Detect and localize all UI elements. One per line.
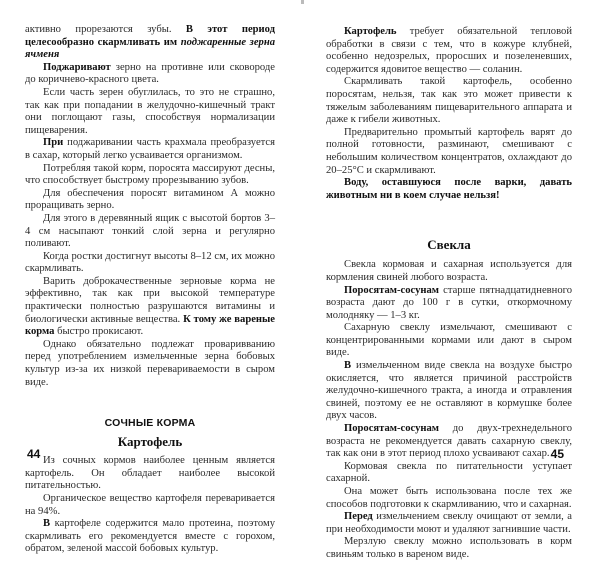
subheading: Свекла bbox=[427, 237, 471, 253]
paragraph: Поджаривают зерно на противне или сковороде до коричнево-красного цвета. bbox=[25, 61, 275, 86]
right-page bbox=[300, 0, 600, 560]
paragraph: Мерзлую свеклу можно использовать в корм свиньям только в вареном виде. bbox=[326, 536, 572, 560]
paragraph: Варить доброкачественные зерновые корма не эффективно, так как при высокой температуре практически полностью разрушаются витамины и биологически активные вещества. К тому же вареные корма быстро прокисают. bbox=[25, 275, 275, 338]
paragraph: Однако обязательно подлежат проваривванию перед употреблением измельченные зерна бобовых культур из-за их низкой перевариваемости в сыром виде. bbox=[25, 338, 275, 388]
paragraph: Перед измельчением свеклу очищают от земли, а при необходимости моют и удаляют загнившие части. bbox=[326, 511, 572, 535]
paragraph: Скармливать такой картофель, особенно поросятам, нельзя, так как это может привести к тяжелым заболеваниям пищеварительного аппарата и даже к гибели животных. bbox=[326, 76, 572, 126]
paragraph: В измельченном виде свекла на воздухе быстро окисляется, что является причиной расстройств желудочно-кишечного тракта, а иногда и отравления свиней, поэтому ее не оставляют в кормушке более двух часов. bbox=[326, 360, 572, 422]
paragraph: Поросятам-сосунам старше пятнадцатидневного возраста дают до 100 г в сутки, откормочному молодняку — 1–3 кг. bbox=[326, 284, 572, 321]
paragraph: Поросятам-сосунам до двух-трехнедельного возраста не рекомендуется давать сахарную свеклу, так как они в этот период плохо усваивают сахар. bbox=[326, 423, 572, 460]
warning-text: Воду, оставшуюся после варки, давать животным ни в коем случае нельзя! bbox=[326, 177, 572, 201]
paragraph: Она может быть использована после тех же способов подготовки к скармливанию, что и сахарная. bbox=[326, 486, 572, 510]
paragraph: Кормовая свекла по питательности уступает сахарной. bbox=[326, 460, 572, 485]
paragraph: активно прорезаются зубы. В этот период целесообразно скармливать им поджаренные зерна ячменя bbox=[25, 24, 275, 61]
paragraph: Для этого в деревянный ящик с высотой бортов 3–4 см насыпают тонкий слой зерна и регулярно поливают. bbox=[25, 212, 275, 250]
paragraph: Из сочных кормов наиболее ценным является картофель. Он обладает наиболее высокой питательностью. bbox=[25, 455, 275, 492]
paragraph: В картофеле содержится мало протеина, поэтому скармливать его рекомендуется вместе с горохом, обратом, зеленой массой бобовых культур. bbox=[25, 518, 275, 555]
paragraph: Свекла кормовая и сахарная используется для кормления свиней любого возраста. bbox=[326, 259, 572, 283]
paragraph: Органическое вещество картофеля переваривается на 94%. bbox=[25, 493, 275, 517]
paragraph: Когда ростки достигнут высоты 8–12 см, их можно скармливать. bbox=[25, 250, 275, 275]
paragraph: Предварительно промытый картофель варят до полной готовности, разминают, смешивают с небольшим количеством концентратов, охлаждают до 20–25°С и скармливают. bbox=[326, 126, 572, 176]
section-heading: СОЧНЫЕ КОРМА bbox=[104, 417, 196, 430]
paragraph: Если часть зерен обуглилась, то это не страшно, так как при попадании в желудочно-кишечный тракт они поглощают газы, способствуя нормализации пищеварения. bbox=[25, 86, 275, 136]
page-number: 44 bbox=[27, 447, 41, 461]
paragraph: Для обеспечения поросят витамином А можно проращивать зерно. bbox=[25, 187, 275, 212]
subheading: Картофель bbox=[117, 434, 183, 450]
page-number: 45 bbox=[550, 447, 564, 461]
paragraph: Сахарную свеклу измельчают, смешивают с концентрированными кормами или дают в сыром виде. bbox=[326, 322, 572, 359]
left-page bbox=[0, 0, 300, 555]
paragraph: Картофель требует обязательной тепловой обработки в связи с тем, что в кожуре клубней, особенно недозрелых, проросших и позеленевших, содержится ядовитое вещество — соланин. bbox=[326, 26, 572, 75]
paragraph: Потребляя такой корм, поросята массируют десны, что способствует быстрому прорезыванию зубов. bbox=[25, 162, 275, 187]
paragraph: При поджаривании часть крахмала преобразуется в сахар, который легко усваивается организмом. bbox=[25, 137, 275, 161]
